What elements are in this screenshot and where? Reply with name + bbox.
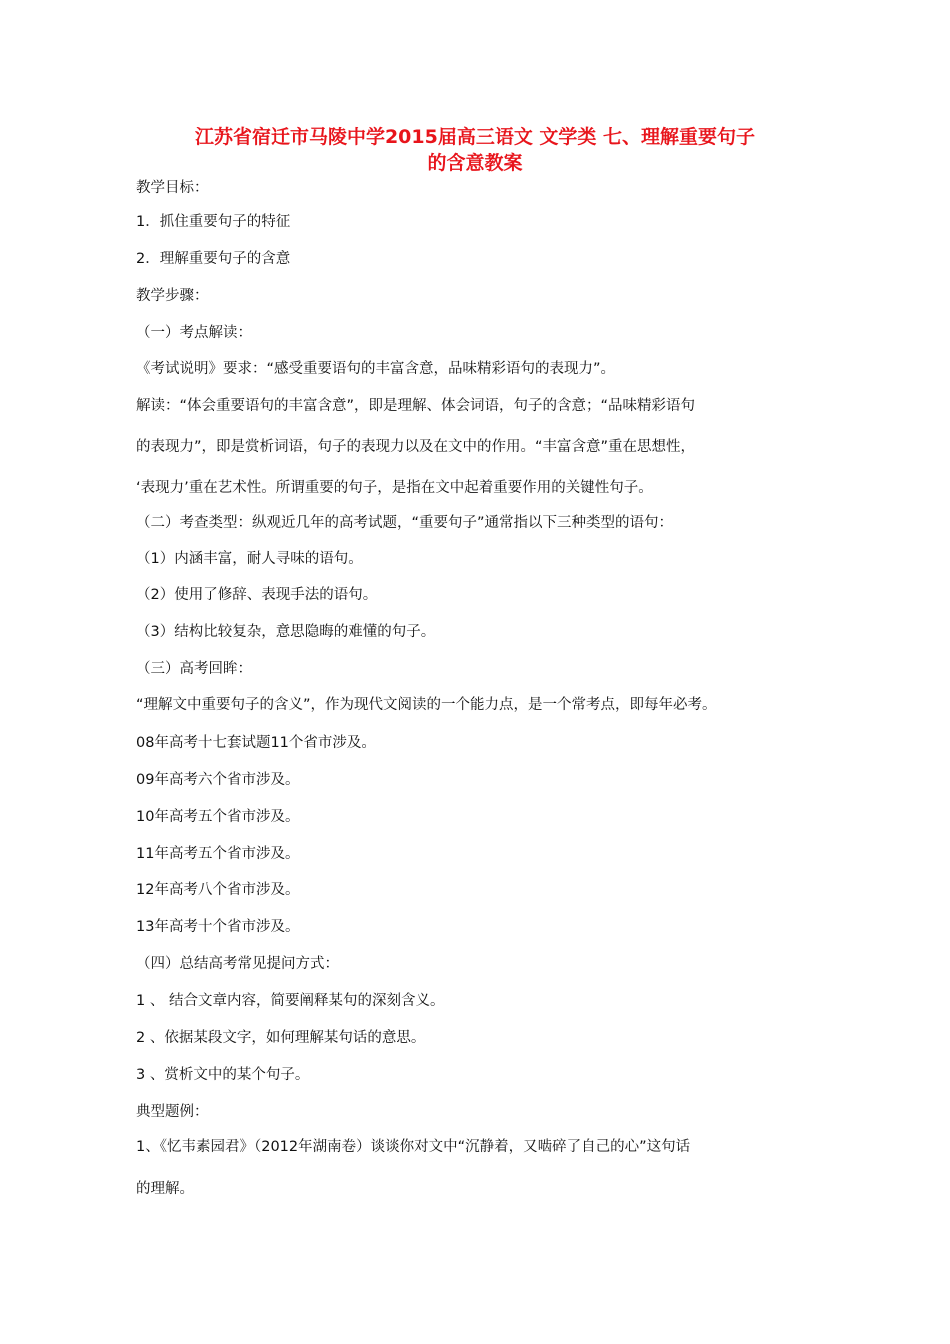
paragraph-section-1-heading: （一）考点解读：: [136, 325, 252, 341]
paragraph-teaching-goals-heading: 教学目标：: [136, 180, 209, 196]
document-title-line-1: 江苏省宿迁市马陵中学2015届高三语文 文学类 七、理解重要句子: [194, 126, 756, 148]
paragraph-goal-1: 1．抓住重要句子的特征: [136, 214, 291, 230]
paragraph-exam-review: “理解文中重要句子的含义”，作为现代文阅读的一个能力点，是一个常考点，即每年必考。: [136, 697, 717, 713]
paragraph-section-2-heading: （二）考查类型：纵观近几年的高考试题，“重要句子”通常指以下三种类型的语句：: [136, 515, 674, 531]
paragraph-year-13: 13年高考十个省市涉及。: [136, 919, 300, 935]
paragraph-section-4-heading: （四）总结高考常见提问方式：: [136, 956, 339, 972]
paragraph-year-10: 10年高考五个省市涉及。: [136, 809, 300, 825]
paragraph-year-11: 11年高考五个省市涉及。: [136, 846, 300, 862]
paragraph-question-style-2: 2 、依据某段文字，如何理解某句话的意思。: [136, 1030, 426, 1046]
paragraph-example-1-line-2: 的理解。: [136, 1181, 194, 1197]
paragraph-goal-2: 2．理解重要句子的含意: [136, 251, 291, 267]
paragraph-exam-requirement: 《考试说明》要求：“感受重要语句的丰富含意，品味精彩语句的表现力”。: [136, 361, 616, 377]
paragraph-example-1-line-1: 1、《忆韦素园君》（2012年湖南卷）谈谈你对文中“沉静着，又啮碎了自己的心”这句话: [136, 1139, 691, 1155]
paragraph-interpretation-line-3: ‘表现力’重在艺术性。所谓重要的句子，是指在文中起着重要作用的关键性句子。: [136, 480, 653, 496]
paragraph-teaching-steps-heading: 教学步骤：: [136, 288, 209, 304]
paragraph-type-3: （3）结构比较复杂，意思隐晦的难懂的句子。: [136, 624, 436, 640]
paragraph-type-1: （1）内涵丰富，耐人寻味的语句。: [136, 551, 363, 567]
paragraph-section-3-heading: （三）高考回眸：: [136, 661, 252, 677]
paragraph-question-style-3: 3 、赏析文中的某个句子。: [136, 1067, 310, 1083]
document-title-line-2: 的含意教案: [427, 152, 523, 174]
paragraph-year-08: 08年高考十七套试题11个省市涉及。: [136, 735, 376, 751]
paragraph-example-heading: 典型题例：: [136, 1104, 209, 1120]
paragraph-interpretation-line-2: 的表现力”，即是赏析词语，句子的表现力以及在文中的作用。“丰富含意”重在思想性，: [136, 439, 696, 455]
paragraph-interpretation-line-1: 解读：“体会重要语句的丰富含意”，即是理解、体会词语，句子的含意；“品味精彩语句: [136, 398, 696, 414]
paragraph-year-12: 12年高考八个省市涉及。: [136, 882, 300, 898]
paragraph-year-09: 09年高考六个省市涉及。: [136, 772, 300, 788]
paragraph-type-2: （2）使用了修辞、表现手法的语句。: [136, 587, 378, 603]
paragraph-question-style-1: 1 、 结合文章内容，简要阐释某句的深刻含义。: [136, 993, 445, 1009]
